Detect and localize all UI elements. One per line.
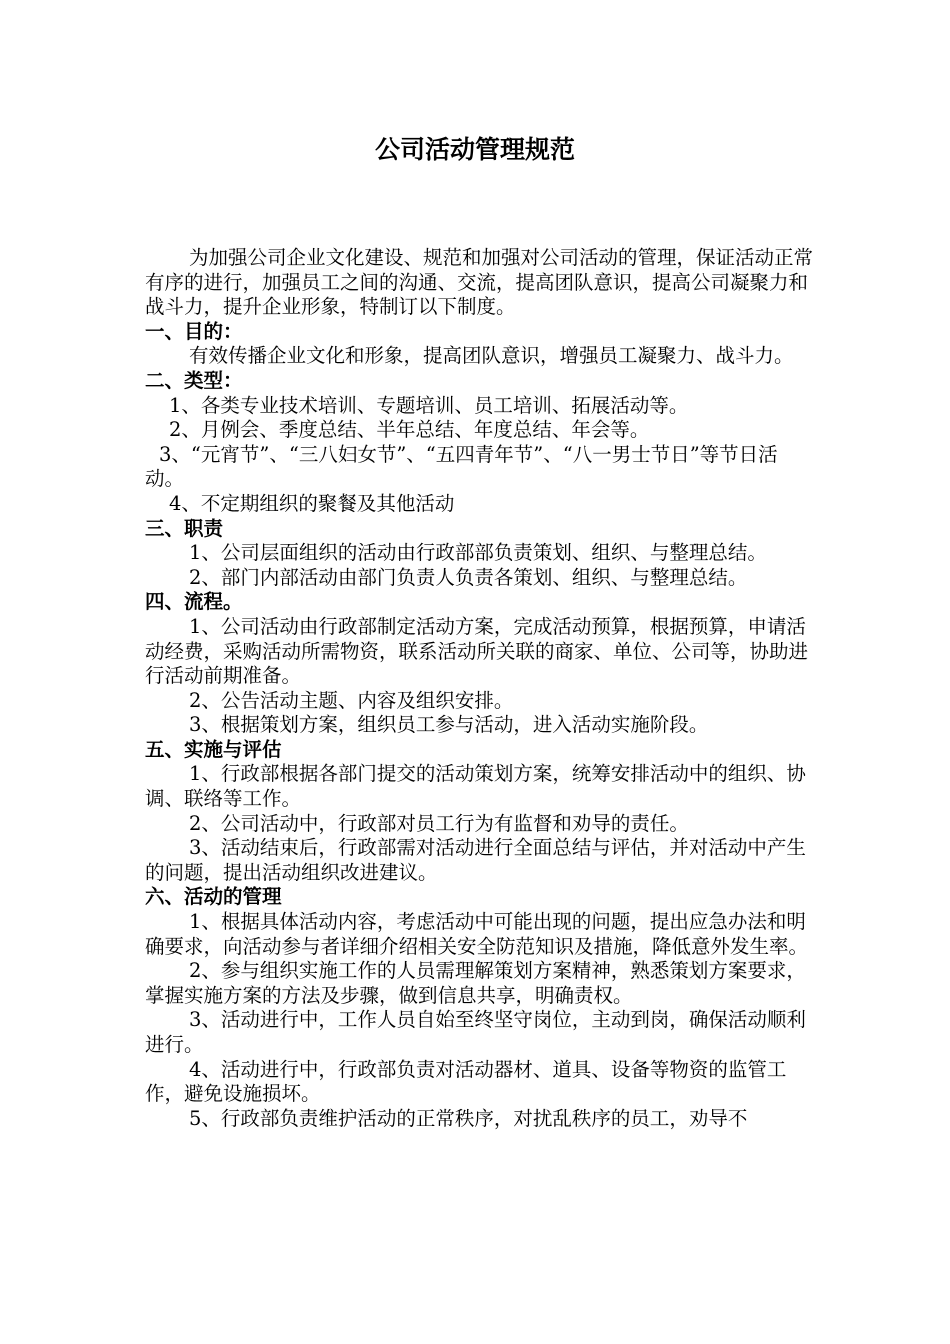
section-paragraph: 4、不定期组织的聚餐及其他活动 <box>169 491 455 515</box>
document-title: 公司活动管理规范 <box>374 135 575 164</box>
section-paragraph: 3、根据策划方案，组织员工参与活动，进入活动实施阶段。 <box>189 713 709 737</box>
section-heading-purpose: 一、目的： <box>145 319 243 343</box>
section-heading-management: 六、活动的管理 <box>145 885 282 909</box>
section-paragraph: 5、行政部负责维护活动的正常秩序，对扰乱秩序的员工，劝导不 <box>189 1106 748 1130</box>
section-paragraph: 3、活动进行中，工作人员自始至终坚守岗位，主动到岗，确保活动顺利进行。 <box>145 1008 806 1056</box>
section-paragraph: 2、部门内部活动由部门负责人负责各策划、组织、与整理总结。 <box>189 565 748 589</box>
section-heading-types: 二、类型： <box>145 368 243 392</box>
section-paragraph: 1、各类专业技术培训、专题培训、员工培训、拓展活动等。 <box>169 393 689 417</box>
section-paragraph: 2、公司活动中，行政部对员工行为有监督和劝导的责任。 <box>189 811 689 835</box>
section-heading-implementation: 五、实施与评估 <box>145 737 282 761</box>
section-paragraph: 1、行政部根据各部门提交的活动策划方案，统筹安排活动中的组织、协调、联络等工作。 <box>145 762 806 811</box>
section-paragraph: 2、参与组织实施工作的人员需理解策划方案精神，熟悉策划方案要求，掌握实施方案的方法及步骤，做到信息共享，明确责权。 <box>145 959 806 1007</box>
section-paragraph: 2、月例会、季度总结、半年总结、年度总结、年会等。 <box>169 418 650 442</box>
section-paragraph: 1、公司层面组织的活动由行政部部负责策划、组织、与整理总结。 <box>189 541 767 565</box>
section-paragraph: 1、公司活动由行政部制定活动方案，完成活动预算，根据预算，申请活动经费，采购活动所需物资，联系活动所关联的商家、单位、公司等，协助进行活动前期准备。 <box>145 614 809 688</box>
section-paragraph: 有效传播企业文化和形象，提高团队意识，增强员工凝聚力、战斗力。 <box>189 344 794 368</box>
section-paragraph: 1、根据具体活动内容，考虑活动中可能出现的问题，提出应急办法和明确要求，向活动参与者详细介绍相关安全防范知识及措施，降低意外发生率。 <box>145 910 809 958</box>
section-heading-process: 四、流程。 <box>145 590 243 614</box>
section-paragraph: 2、公告活动主题、内容及组织安排。 <box>189 688 514 712</box>
section-paragraph: 4、活动进行中，行政部负责对活动器材、道具、设备等物资的监管工作，避免设施损坏。 <box>145 1057 787 1106</box>
section-paragraph: 3、活动结束后，行政部需对活动进行全面总结与评估，并对活动中产生的问题，提出活动组织改进建议。 <box>145 836 806 884</box>
section-heading-responsibilities: 三、职责 <box>145 516 224 540</box>
document-body <box>145 246 815 1131</box>
intro-paragraph: 为加强公司企业文化建设、规范和加强对公司活动的管理，保证活动正常有序的进行，加强员工之间的沟通、交流，提高团队意识，提高公司凝聚力和战斗力，提升企业形象，特制订以下制度。 <box>145 246 814 319</box>
section-paragraph: 3、“元宵节”、“三八妇女节”、“五四青年节”、“八一男士节日”等节日活动。 <box>145 442 778 491</box>
